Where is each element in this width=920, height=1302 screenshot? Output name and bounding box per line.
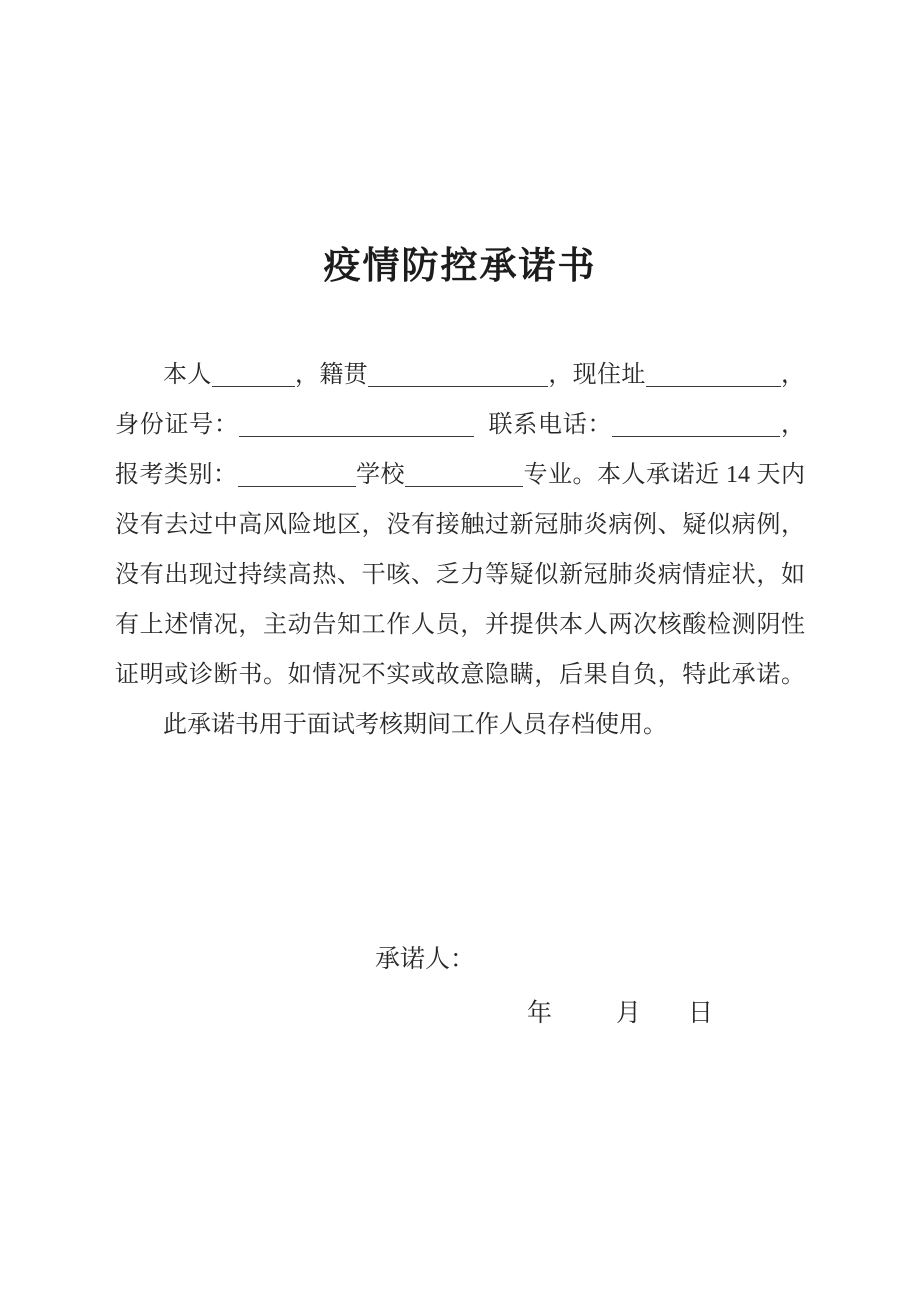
blank-field <box>238 460 356 487</box>
body-line <box>115 650 805 700</box>
body-text: 没有去过中高风险地区，没有接触过新冠肺炎病例、疑似病例， <box>115 512 805 538</box>
body-text: 有上述情况，主动告知工作人员，并提供本人两次核酸检测阴性 <box>115 612 805 638</box>
body-line <box>115 700 805 750</box>
body-text: ， <box>780 362 806 388</box>
promisor-label: 承诺人： <box>375 946 476 973</box>
body-text: 身份证号： <box>115 412 239 438</box>
signature-block <box>115 935 920 1039</box>
body-text: 学校 <box>355 462 405 488</box>
body-line <box>115 500 805 550</box>
promisor-line <box>115 935 920 985</box>
body-text: 证明或诊断书。如情况不实或故意隐瞒，后果自负，特此承诺。 <box>115 662 805 688</box>
blank-field <box>368 360 548 387</box>
body-line <box>115 600 805 650</box>
month-label: 月 <box>616 1000 642 1027</box>
body-line <box>115 450 805 500</box>
body-line <box>115 400 805 450</box>
body-text: 没有出现过持续高热、干咳、乏力等疑似新冠肺炎病情症状，如 <box>115 562 805 588</box>
blank-field <box>405 460 523 487</box>
body-text: ， <box>780 412 805 438</box>
date-line <box>115 989 920 1039</box>
blank-field <box>212 360 295 387</box>
body-line <box>115 350 805 400</box>
blank-field <box>646 360 781 387</box>
document-body <box>115 350 805 750</box>
blank-field <box>612 410 780 437</box>
body-text: ，现住址 <box>548 362 646 388</box>
body-text: 报考类别： <box>115 462 238 488</box>
body-text: 专业。本人承诺近 14 天内 <box>523 462 805 488</box>
day-label: 日 <box>688 1000 714 1027</box>
year-label: 年 <box>527 1000 553 1027</box>
blank-field <box>239 410 474 437</box>
body-text: 联系电话： <box>487 412 613 438</box>
body-line <box>115 550 805 600</box>
body-text: ，籍贯 <box>294 362 369 388</box>
body-text: 本人 <box>163 362 212 388</box>
document-title: 疫情防控承诺书 <box>323 245 597 286</box>
body-text: 此承诺书用于面试考核期间工作人员存档使用。 <box>163 712 667 738</box>
